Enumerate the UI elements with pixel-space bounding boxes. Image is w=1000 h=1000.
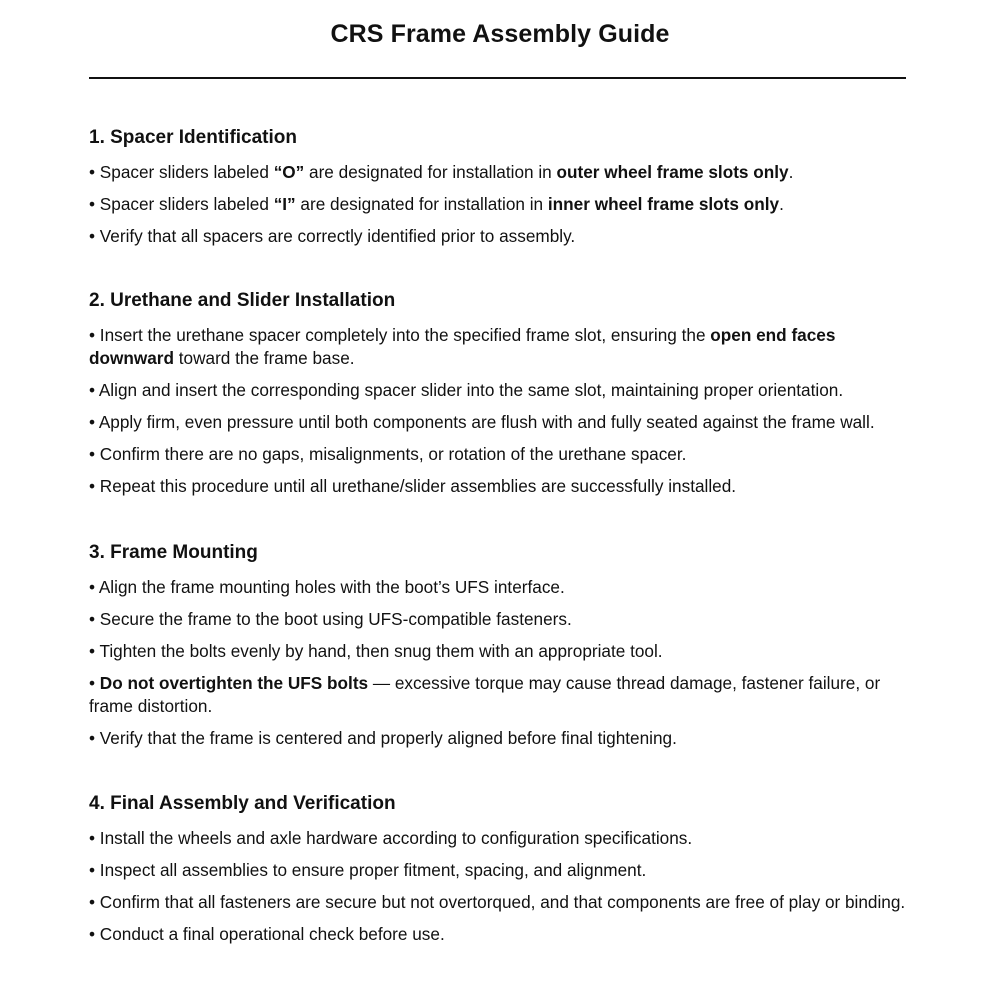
- bullet-item: • Spacer sliders labeled “O” are designated for installation in outer wheel frame slots only.: [89, 162, 794, 182]
- bullet-item: • Inspect all assemblies to ensure proper fitment, spacing, and alignment.: [89, 860, 647, 880]
- bullet-item: • Align the frame mounting holes with the boot’s UFS interface.: [89, 577, 565, 597]
- bullet-item: • Spacer sliders labeled “I” are designated for installation in inner wheel frame slots only.: [89, 194, 784, 214]
- document-title: CRS Frame Assembly Guide: [330, 20, 670, 48]
- section-heading: 1. Spacer Identification: [89, 127, 297, 148]
- section-frame-mounting: [89, 541, 909, 759]
- section-heading: 2. Urethane and Slider Installation: [89, 290, 396, 311]
- bullet-item: • Conduct a final operational check before use.: [89, 924, 445, 944]
- bullet-item: • Tighten the bolts evenly by hand, then snug them with an appropriate tool.: [89, 641, 663, 661]
- bullet-item: • Secure the frame to the boot using UFS-compatible fasteners.: [89, 609, 572, 629]
- bullet-item: • Align and insert the corresponding spacer slider into the same slot, maintaining proper orientation.: [89, 380, 844, 400]
- bullet-item: • Repeat this procedure until all urethane/slider assemblies are successfully installed.: [89, 476, 737, 496]
- bullet-item-warning: • Do not overtighten the UFS bolts — excessive torque may cause thread damage, fastener failure, or frame distortion.: [89, 673, 881, 716]
- bullet-item: • Apply firm, even pressure until both components are flush with and fully seated against the frame wall.: [89, 412, 875, 432]
- title-divider: [89, 77, 906, 79]
- bullet-item: • Confirm there are no gaps, misalignments, or rotation of the urethane spacer.: [89, 444, 687, 464]
- section-final-assembly-verification: [89, 792, 909, 955]
- section-heading: 4. Final Assembly and Verification: [89, 793, 396, 814]
- bullet-item: • Verify that the frame is centered and properly aligned before final tightening.: [89, 728, 677, 748]
- bullet-item: • Insert the urethane spacer completely into the specified frame slot, ensuring the open end faces downward toward the frame base.: [89, 325, 836, 368]
- section-heading: 3. Frame Mounting: [89, 542, 258, 563]
- bullet-item: • Install the wheels and axle hardware according to configuration specifications.: [89, 828, 693, 848]
- section-urethane-slider-installation: [89, 289, 909, 507]
- bullet-item: • Verify that all spacers are correctly identified prior to assembly.: [89, 226, 576, 246]
- section-spacer-identification: [89, 126, 909, 257]
- bullet-item: • Confirm that all fasteners are secure but not overtorqued, and that components are free of play or binding.: [89, 892, 906, 912]
